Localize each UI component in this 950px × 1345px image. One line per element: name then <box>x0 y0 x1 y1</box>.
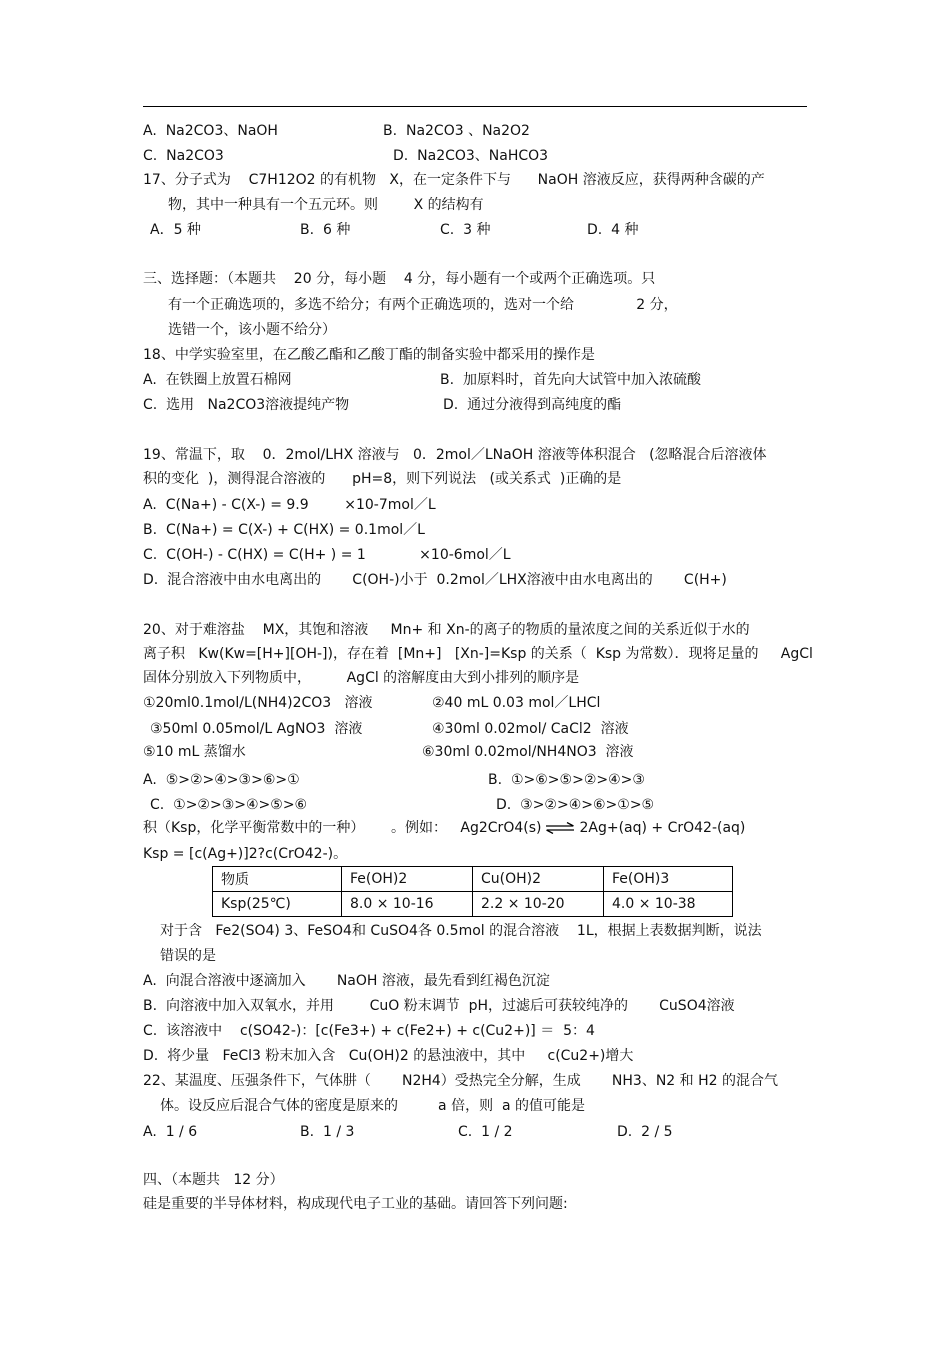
q21-ksp-line2: Ksp = [c(Ag+)]2?c(CrO42-)。 <box>143 846 348 862</box>
q19-option-b: B. C(Na+) = C(X-) + C(HX) = 0.1mol／L <box>143 522 425 538</box>
q22-option-b: B. 1 / 3 <box>300 1124 355 1140</box>
section3-line3: 选错一个，该小题不给分） <box>168 322 336 338</box>
table-header-cell: Fe(OH)2 <box>342 867 473 892</box>
q20-option-b: B. ①>⑥>⑤>②>④>③ <box>488 772 645 788</box>
q18-option-a: A. 在铁圈上放置石棉网 <box>143 372 292 388</box>
q20-option-d: D. ③>②>④>⑥>①>⑤ <box>496 797 655 813</box>
q19-option-c: C. C(OH-) - C(HX) = C(H+ ) = 1 ×10-6mol／L <box>143 547 511 563</box>
equilibrium-arrows-icon <box>545 822 575 834</box>
q18-option-c: C. 选用 Na2CO3溶液提纯产物 <box>143 397 350 413</box>
section4-intro: 硅是重要的半导体材料，构成现代电子工业的基础。请回答下列问题: <box>143 1196 568 1212</box>
q21-option-b: B. 向溶液中加入双氧水，并用 CuO 粉末调节 pH，过滤后可获较纯净的 CuSO4溶液 <box>143 998 735 1014</box>
section3-line2: 有一个正确选项的，多选不给分；有两个正确选项的，选对一个给 2 分， <box>168 297 678 313</box>
q20-item-3: ③50ml 0.05mol/L AgNO3 溶液 <box>150 721 363 737</box>
q18-stem: 18、中学实验室里，在乙酸乙酯和乙酸丁酯的制备实验中都采用的操作是 <box>143 347 595 363</box>
q20-item-4: ④30ml 0.02mol/ CaCl2 溶液 <box>432 721 629 737</box>
q17-stem-line1: 17、分子式为 C7H12O2 的有机物 X，在一定条件下与 NaOH 溶液反应，获得两种含碳的产 <box>143 172 765 188</box>
section4-title: 四、（本题共 12 分） <box>143 1172 284 1188</box>
section3-line1: 三、选择题：（本题共 20 分，每小题 4 分，每小题有一个或两个正确选项。只 <box>143 271 656 287</box>
ksp-table <box>212 866 733 917</box>
q21-ksp-line1: 积（Ksp，化学平衡常数中的一种） 。例如： Ag2CrO4(s) 2Ag+(aq) + CrO42-(aq) <box>143 820 746 836</box>
table-cell: 2.2 × 10-20 <box>473 892 604 917</box>
q20-stem-line2: 离子积 Kw(Kw=[H+][OH-])，存在着 [Mn+] [Xn-]=Ksp 的关系（ Ksp 为常数）．现将足量的 AgCl <box>143 646 813 662</box>
q22-option-a: A. 1 / 6 <box>143 1124 198 1140</box>
q21-stem-line2: 错误的是 <box>160 948 216 964</box>
q22-stem-line2: 体。设反应后混合气体的密度是原来的 a 倍，则 a 的值可能是 <box>160 1098 586 1114</box>
q17-option-a: A．5 种 <box>150 222 201 238</box>
q18-option-b: B. 加原料时，首先向大试管中加入浓硫酸 <box>440 372 701 388</box>
q21-stem-line1: 对于含 Fe2(SO4) 3、FeSO4和 CuSO4各 0.5mol 的混合溶液 1L，根据上表数据判断，说法 <box>160 923 762 939</box>
q17-option-b: B. 6 种 <box>300 222 351 238</box>
q17-option-c: C. 3 种 <box>440 222 491 238</box>
q20-stem-line3: 固体分别放入下列物质中， AgCl 的溶解度由大到小排列的顺序是 <box>143 670 580 686</box>
table-cell: 8.0 × 10-16 <box>342 892 473 917</box>
q20-stem-line1: 20、对于难溶盐 MX，其饱和溶液 Mn+ 和 Xn-的离子的物质的量浓度之间的关系近似于水的 <box>143 622 750 638</box>
q22-stem-line1: 22、某温度、压强条件下，气体肼（ N2H4）受热完全分解，生成 NH3、N2 和 H2 的混合气 <box>143 1073 779 1089</box>
q21-option-c: C. 该溶液中 c(SO42-)：[c(Fe3+) + c(Fe2+) + c(Cu2+)] ＝ 5：4 <box>143 1023 595 1039</box>
q22-option-c: C. 1 / 2 <box>458 1124 513 1140</box>
q16-option-a: A. Na2CO3、NaOH <box>143 123 278 139</box>
table-row <box>213 892 733 917</box>
q16-option-d: D. Na2CO3、NaHCO3 <box>393 148 549 164</box>
q19-option-d: D. 混合溶液中由水电离出的 C(OH-)小于 0.2mol／LHX溶液中由水电离出的 C(H+) <box>143 572 727 588</box>
q20-item-6: ⑥30ml 0.02mol/NH4NO3 溶液 <box>422 744 634 760</box>
q21-option-a: A. 向混合溶液中逐滴加入 NaOH 溶液，最先看到红褐色沉淀 <box>143 973 550 989</box>
q17-stem-line2: 物，其中一种具有一个五元环。则 X 的结构有 <box>168 197 484 213</box>
q20-option-c: C. ①>②>③>④>⑤>⑥ <box>150 797 308 813</box>
table-header-row <box>213 867 733 892</box>
table-cell: Ksp(25℃) <box>213 892 342 917</box>
q20-item-2: ②40 mL 0.03 mol／LHCl <box>432 695 601 711</box>
q22-option-d: D. 2 / 5 <box>617 1124 673 1140</box>
table-header-cell: Cu(OH)2 <box>473 867 604 892</box>
q21-option-d: D. 将少量 FeCl3 粉末加入含 Cu(OH)2 的悬浊液中，其中 c(Cu2+)增大 <box>143 1048 634 1064</box>
q20-item-5: ⑤10 mL 蒸馏水 <box>143 744 246 760</box>
table-header-cell: Fe(OH)3 <box>604 867 733 892</box>
q19-option-a: A. C(Na+) - C(X-) = 9.9 ×10-7mol／L <box>143 497 436 513</box>
q17-option-d: D. 4 种 <box>587 222 639 238</box>
q19-stem-line2: 积的变化 )，测得混合溶液的 pH=8，则下列说法 (或关系式 )正确的是 <box>143 471 622 487</box>
table-header-cell: 物质 <box>213 867 342 892</box>
top-rule <box>143 106 807 107</box>
q20-option-a: A. ⑤>②>④>③>⑥>① <box>143 772 300 788</box>
q19-stem-line1: 19、常温下，取 0．2mol/LHX 溶液与 0．2mol／LNaOH 溶液等体积混合 (忽略混合后溶液体 <box>143 447 767 463</box>
q20-item-1: ①20ml0.1mol/L(NH4)2CO3 溶液 <box>143 695 373 711</box>
q16-option-b: B. Na2CO3 、Na2O2 <box>383 123 530 139</box>
q18-option-d: D. 通过分液得到高纯度的酯 <box>443 397 622 413</box>
q16-option-c: C. Na2CO3 <box>143 148 224 164</box>
table-cell: 4.0 × 10-38 <box>604 892 733 917</box>
